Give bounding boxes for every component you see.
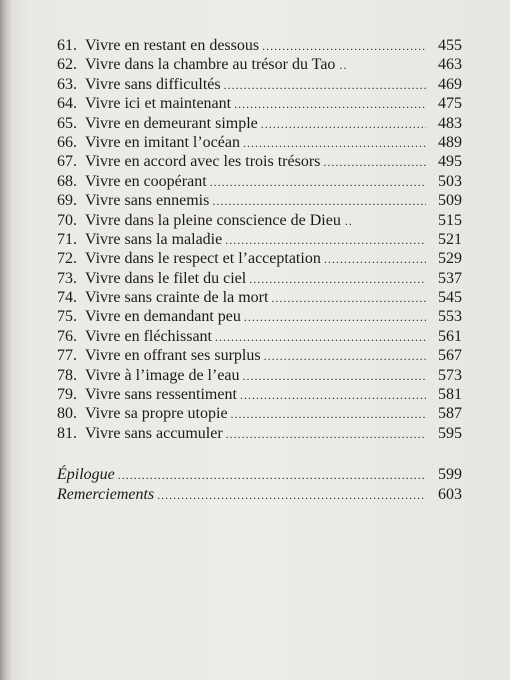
entry-title: Vivre en demandant peu xyxy=(85,308,241,326)
chapter-number: 80. xyxy=(57,405,77,423)
page-number: 603 xyxy=(438,485,462,503)
entry-title: Épilogue xyxy=(57,466,115,484)
dot-leader xyxy=(243,367,426,386)
dot-leader xyxy=(249,270,426,289)
dot-leader xyxy=(271,289,426,308)
entry-title: Vivre sa propre utopie xyxy=(85,405,228,423)
entry-title: Vivre en offrant ses surplus xyxy=(85,347,261,365)
entry-title: Vivre en coopérant xyxy=(85,172,207,190)
toc-entry xyxy=(57,230,462,249)
chapter-number: 61. xyxy=(57,37,77,54)
entry-title: Vivre dans le filet du ciel xyxy=(85,269,247,287)
toc-entry xyxy=(57,55,462,74)
toc-entry xyxy=(57,288,462,307)
toc-entry xyxy=(57,366,462,385)
dot-leader: .. xyxy=(339,58,348,73)
chapter-number: 65. xyxy=(57,114,77,132)
entry-title: Vivre ici et maintenant xyxy=(85,95,232,113)
dot-leader xyxy=(212,192,426,211)
chapter-number: 64. xyxy=(57,95,77,113)
toc-entry xyxy=(57,36,462,55)
dot-leader xyxy=(324,250,426,269)
entry-title: Vivre en imitant l’océan xyxy=(85,133,240,151)
dot-leader xyxy=(234,95,426,114)
back-matter-entry xyxy=(57,465,462,484)
dot-leader xyxy=(244,308,426,327)
entry-title: Vivre sans accumuler xyxy=(85,424,223,442)
toc-entry xyxy=(57,211,462,230)
chapter-number: 70. xyxy=(57,211,77,229)
toc-entry xyxy=(57,172,462,191)
toc-entry xyxy=(57,269,462,288)
dot-leader xyxy=(264,347,426,366)
dot-leader xyxy=(215,328,426,347)
book-gutter-shadow xyxy=(0,0,12,680)
chapter-number: 79. xyxy=(57,386,77,404)
entry-title: Vivre sans crainte de la mort xyxy=(85,289,269,307)
toc-entry xyxy=(57,94,462,113)
dot-leader xyxy=(157,486,426,505)
dot-leader: .. xyxy=(344,213,353,228)
chapter-number: 76. xyxy=(57,327,77,345)
dot-leader xyxy=(225,231,426,250)
toc-entries xyxy=(57,36,462,443)
entry-title: Vivre sans ressentiment xyxy=(85,386,237,404)
entry-title: Vivre en demeurant simple xyxy=(85,114,258,132)
page-number: 537 xyxy=(438,269,462,287)
dot-leader xyxy=(323,153,426,172)
toc-entry xyxy=(57,249,462,268)
entry-title: Vivre en fléchissant xyxy=(85,327,212,345)
entry-title: Vivre sans ennemis xyxy=(85,192,210,210)
page-number: 599 xyxy=(438,466,462,484)
page-number: 515 xyxy=(438,211,462,229)
entry-title: Vivre en restant en dessous xyxy=(85,37,260,54)
page-number: 483 xyxy=(438,114,462,132)
page-number: 521 xyxy=(438,230,462,248)
table-of-contents xyxy=(57,36,462,504)
toc-back-matter xyxy=(57,465,462,504)
page-number: 567 xyxy=(438,347,462,365)
page-number: 529 xyxy=(438,250,462,268)
page-number: 573 xyxy=(438,366,462,384)
dot-leader xyxy=(231,405,426,424)
chapter-number: 75. xyxy=(57,308,77,326)
page-number: 495 xyxy=(438,153,462,171)
toc-entry xyxy=(57,133,462,152)
page-number: 545 xyxy=(438,289,462,307)
page-number: 489 xyxy=(438,133,462,151)
dot-leader xyxy=(261,115,426,134)
page-number: 595 xyxy=(438,424,462,442)
dot-leader xyxy=(224,76,426,95)
dot-leader xyxy=(210,173,426,192)
chapter-number: 67. xyxy=(57,153,77,171)
chapter-number: 62. xyxy=(57,56,77,74)
page-number: 581 xyxy=(438,386,462,404)
entry-title: Vivre sans la maladie xyxy=(85,230,223,248)
chapter-number: 77. xyxy=(57,347,77,365)
entry-title: Vivre dans la chambre au trésor du Tao xyxy=(85,56,336,74)
toc-entry xyxy=(57,346,462,365)
entry-title: Vivre dans la pleine conscience de Dieu xyxy=(85,211,341,229)
page-number: 503 xyxy=(438,172,462,190)
page-number: 509 xyxy=(438,192,462,210)
dot-leader xyxy=(262,37,426,56)
dot-leader xyxy=(243,134,426,153)
entry-title: Vivre à l’image de l’eau xyxy=(85,366,240,384)
page-number: 587 xyxy=(438,405,462,423)
chapter-number: 68. xyxy=(57,172,77,190)
toc-entry xyxy=(57,404,462,423)
toc-entry xyxy=(57,385,462,404)
section-gap xyxy=(57,443,462,465)
chapter-number: 72. xyxy=(57,250,77,268)
toc-entry xyxy=(57,75,462,94)
chapter-number: 73. xyxy=(57,269,77,287)
chapter-number: 66. xyxy=(57,133,77,151)
toc-entry xyxy=(57,424,462,443)
chapter-number: 74. xyxy=(57,289,77,307)
entry-title: Vivre sans difficultés xyxy=(85,75,221,93)
toc-entry xyxy=(57,152,462,171)
page-number: 553 xyxy=(438,308,462,326)
page-number: 469 xyxy=(438,75,462,93)
entry-title: Remerciements xyxy=(57,485,155,503)
dot-leader xyxy=(118,466,426,485)
entry-title: Vivre en accord avec les trois trésors xyxy=(85,153,321,171)
page-number: 475 xyxy=(438,95,462,113)
toc-entry xyxy=(57,327,462,346)
page-number: 463 xyxy=(438,56,462,74)
page-number: 561 xyxy=(438,327,462,345)
chapter-number: 63. xyxy=(57,75,77,93)
chapter-number: 71. xyxy=(57,230,77,248)
toc-entry xyxy=(57,114,462,133)
chapter-number: 69. xyxy=(57,192,77,210)
toc-entry xyxy=(57,191,462,210)
chapter-number: 78. xyxy=(57,366,77,384)
entry-title: Vivre dans le respect et l’acceptation xyxy=(85,250,321,268)
back-matter-entry xyxy=(57,485,462,504)
page-number: 455 xyxy=(438,37,462,54)
toc-entry xyxy=(57,307,462,326)
dot-leader xyxy=(226,425,426,444)
chapter-number: 81. xyxy=(57,424,77,442)
dot-leader xyxy=(240,386,426,405)
